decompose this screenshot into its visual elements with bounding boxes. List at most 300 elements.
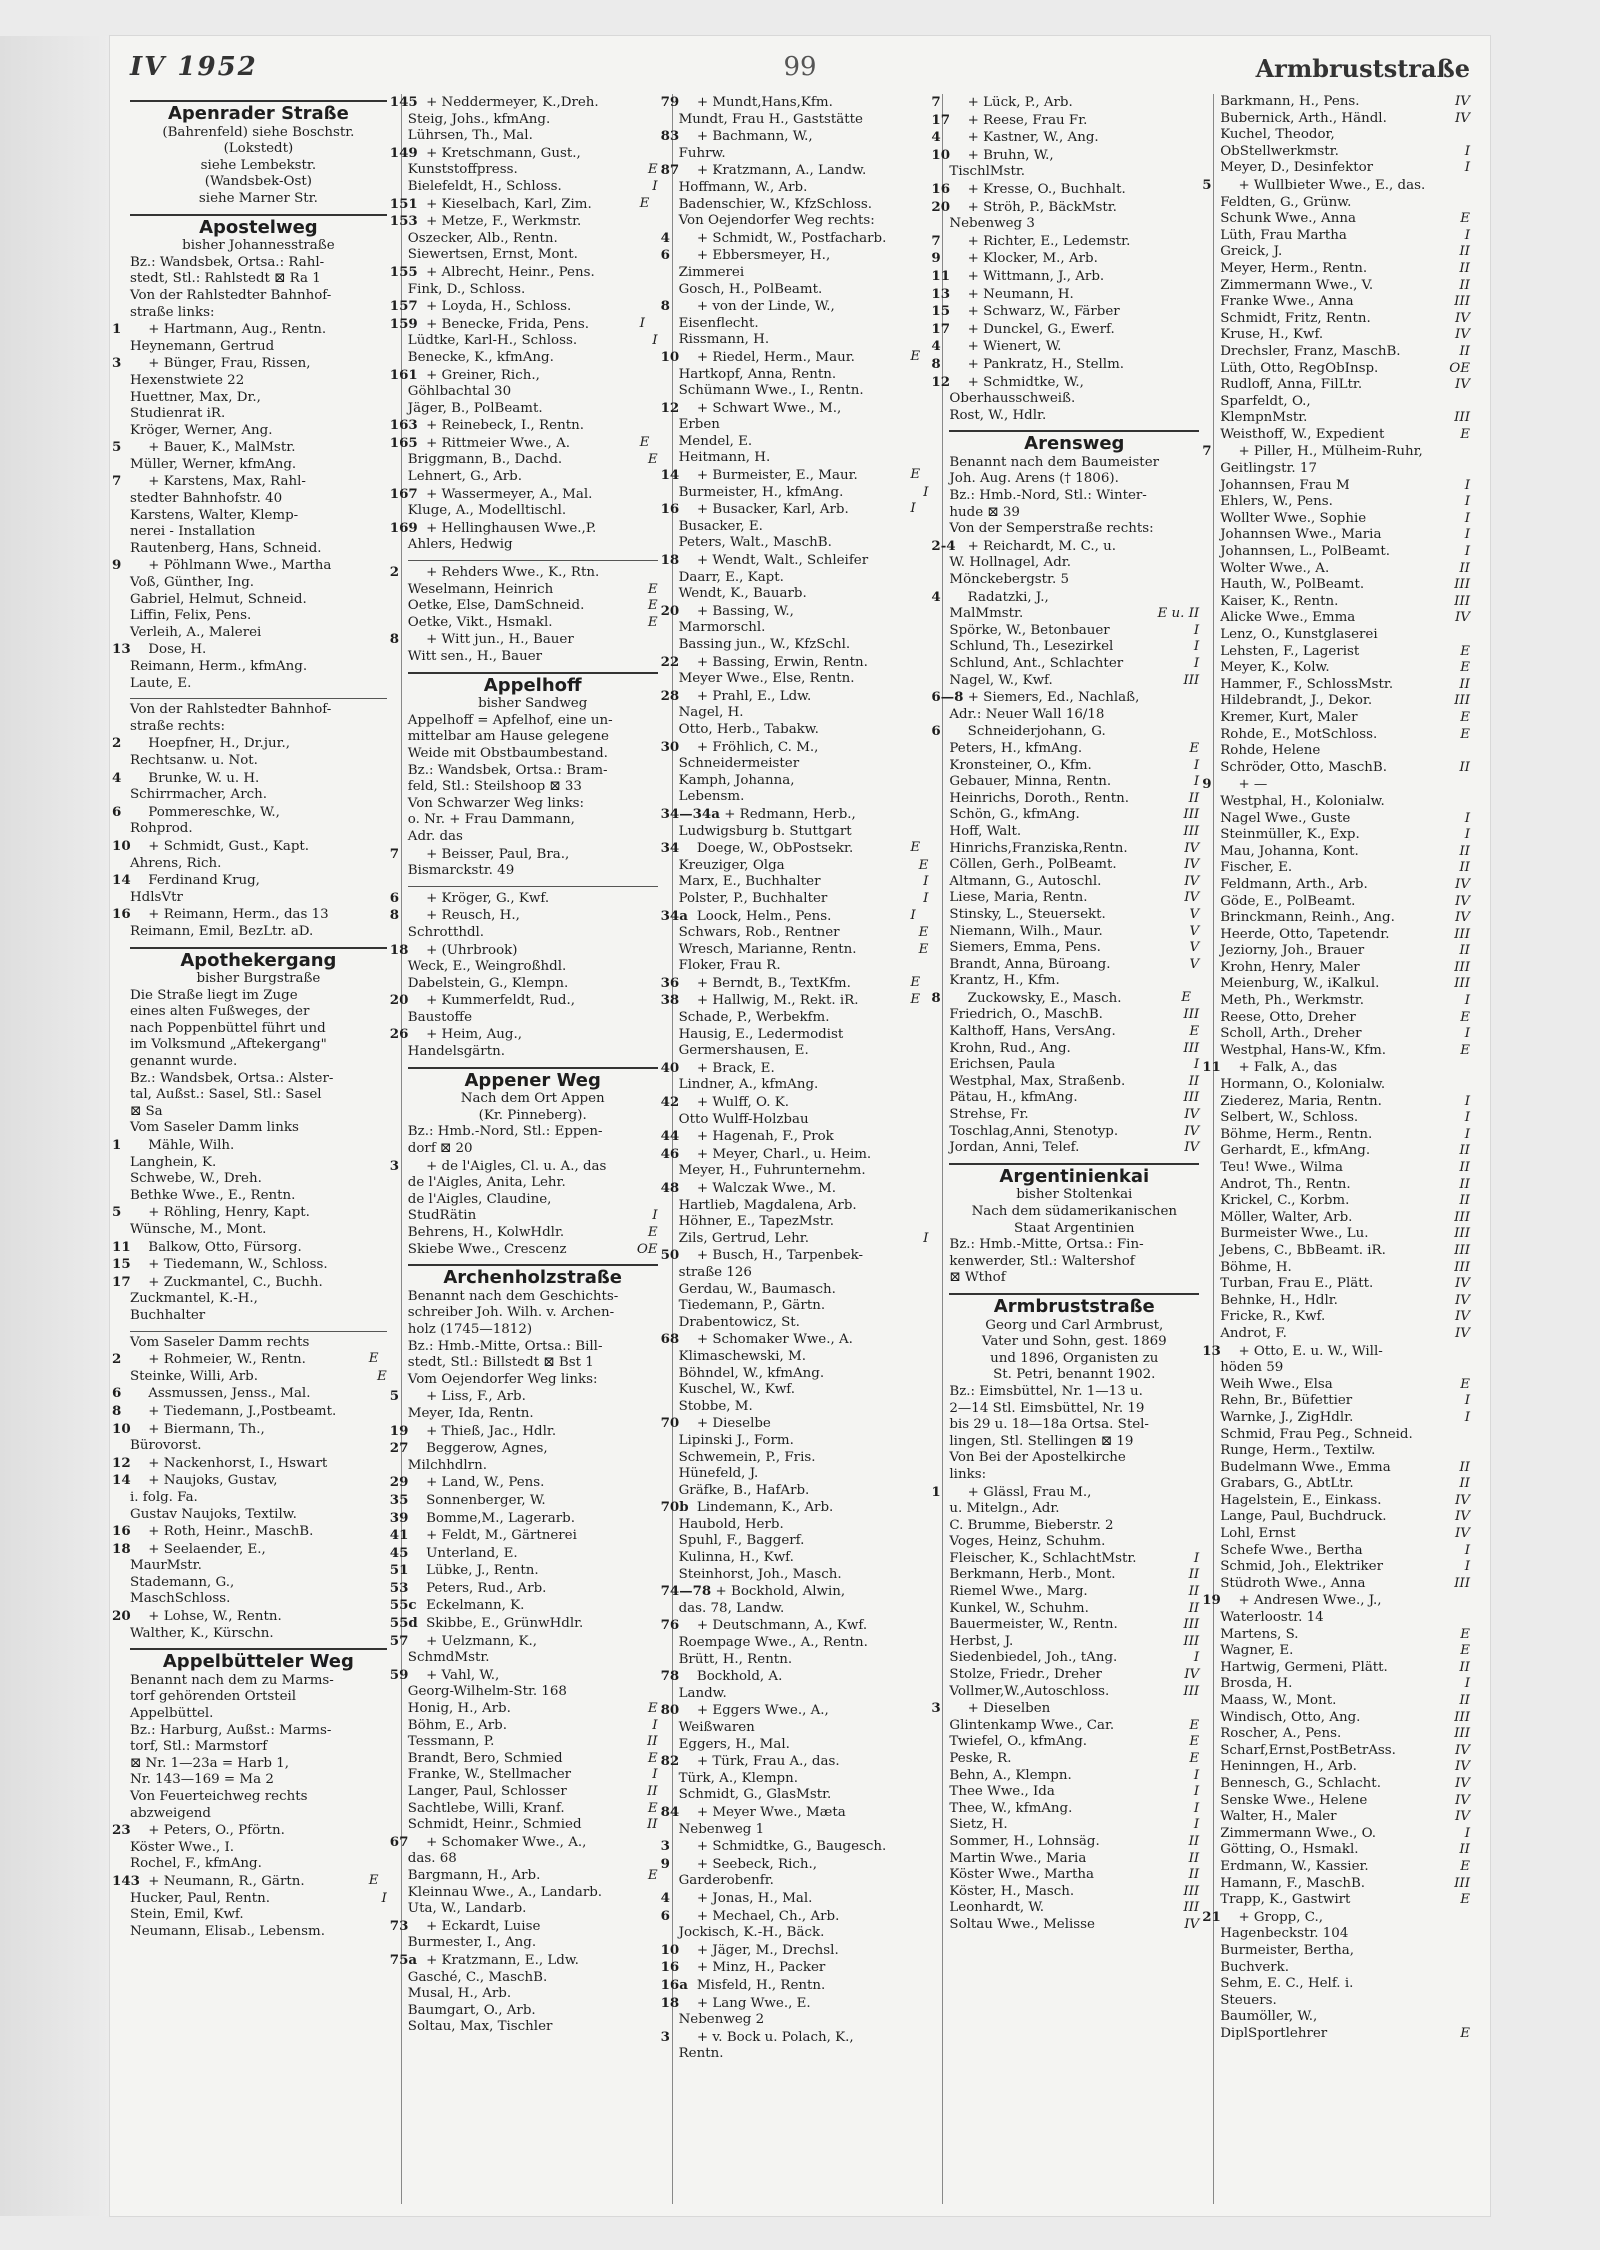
house-number: 10 <box>660 348 680 365</box>
resident-line <box>130 1490 387 1507</box>
entry-text: Kreuziger, Olga <box>678 857 785 873</box>
street-note: Staat Argentinien <box>1014 1220 1135 1236</box>
house-number: 38 <box>660 992 680 1009</box>
resident-line <box>949 1917 1199 1934</box>
house-number: 10 <box>112 837 131 854</box>
house-entry <box>389 941 658 960</box>
entry-text: Brandt, Anna, Büroang. <box>949 956 1111 972</box>
entry-text: Benannt nach dem zu Marms- <box>130 1672 334 1688</box>
floor-marker: E <box>1460 1042 1470 1058</box>
house-entry <box>1202 1908 1470 1927</box>
resident-line <box>408 1322 658 1339</box>
resident-line <box>408 1208 658 1225</box>
entry-text: u. Mitelgn., Adr. <box>949 1501 1060 1517</box>
house-number: 51 <box>389 1562 409 1579</box>
resident-line <box>1220 1043 1470 1060</box>
floor-marker: IV <box>1455 1809 1470 1825</box>
floor-marker: II <box>1188 1833 1200 1849</box>
resident-line <box>408 1372 658 1389</box>
resident-line <box>1220 1543 1470 1560</box>
entry-text: Fleischer, K., SchlachtMstr. <box>949 1550 1137 1566</box>
resident-line <box>1220 394 1470 411</box>
floor-marker: II <box>1188 1584 1200 1600</box>
house-entry <box>112 1204 387 1222</box>
resident-line <box>130 1772 387 1789</box>
resident-line <box>679 671 929 688</box>
entry-text: Hamann, F., MaschB. <box>1220 1875 1366 1891</box>
house-number: 15 <box>112 1256 131 1273</box>
entry-text: Walther, K., Kürschn. <box>130 1625 274 1641</box>
resident-line <box>130 1891 387 1908</box>
entry-text: Nebenweg 3 <box>949 216 1035 232</box>
resident-line <box>130 1438 387 1455</box>
resident-line <box>679 1787 929 1804</box>
entry-text: Schümann Wwe., I., Rentn. <box>678 383 864 399</box>
resident-line <box>1220 993 1470 1010</box>
floor-marker: E <box>1460 211 1470 227</box>
entry-text: + Wassermeyer, A., Mal. <box>426 486 593 502</box>
entry-text: Martens, S. <box>1220 1626 1299 1642</box>
floor-marker: II <box>1459 1143 1470 1159</box>
entry-text: Lange, Paul, Buchdruck. <box>1220 1509 1387 1525</box>
entry-text: Neumann, Elisab., Lebensm. <box>130 1923 326 1939</box>
floor-marker: III <box>1454 693 1470 709</box>
entry-text: Baumgart, O., Arb. <box>407 2002 536 2018</box>
house-entry <box>660 552 929 570</box>
entry-text: Roscher, A., Pens. <box>1220 1726 1342 1742</box>
entry-text: + Neddermeyer, K.,Dreh. <box>426 95 599 110</box>
entry-text: MaurMstr. <box>130 1558 202 1574</box>
resident-line <box>130 305 387 322</box>
house-number: 6 <box>931 723 941 740</box>
resident-line <box>679 1925 929 1942</box>
house-entry <box>389 1597 658 1615</box>
house-entry <box>112 641 387 659</box>
entry-text: Nebenweg 2 <box>678 2012 765 2028</box>
resident-line <box>679 146 929 163</box>
resident-line <box>1220 943 1470 960</box>
entry-text: Mau, Johanna, Kont. <box>1220 843 1359 859</box>
resident-line <box>1220 710 1470 727</box>
entry-text: + Bauer, K., MalMstr. <box>148 440 296 456</box>
floor-marker: IV <box>1455 310 1470 326</box>
resident-line <box>949 1254 1199 1271</box>
resident-line <box>949 1401 1199 1418</box>
house-number: 8 <box>931 355 941 372</box>
resident-line <box>130 1856 387 1873</box>
resident-line <box>1220 211 1470 228</box>
entry-text: + Dieselbe <box>696 1416 771 1432</box>
entry-text: + Röhling, Henry, Kapt. <box>148 1205 310 1221</box>
house-number: 9 <box>1202 776 1212 793</box>
resident-line <box>949 957 1199 974</box>
resident-line <box>679 282 929 299</box>
resident-line <box>1220 827 1470 844</box>
entry-text: + Hagenah, F., Prok <box>696 1129 834 1145</box>
resident-line <box>1220 1226 1470 1243</box>
resident-line <box>408 503 658 520</box>
entry-text: Wollter Wwe., Sophie <box>1220 510 1367 526</box>
resident-line <box>1220 743 1470 760</box>
resident-line <box>408 779 658 796</box>
entry-text: Liffin, Felix, Pens. <box>130 608 252 624</box>
house-entry <box>660 1094 929 1112</box>
house-number: 12 <box>112 1454 131 1471</box>
house-number: 15 <box>931 303 951 320</box>
resident-line <box>408 615 658 632</box>
house-entry <box>112 1256 387 1274</box>
house-entry <box>660 399 929 418</box>
resident-line <box>408 1801 658 1818</box>
floor-marker: IV <box>1455 1509 1470 1525</box>
house-entry <box>660 738 929 757</box>
entry-text: Dabelstein, G., Klempn. <box>407 975 569 991</box>
resident-line <box>949 874 1199 891</box>
house-number: 163 <box>389 417 418 434</box>
entry-text: Baumöller, W., <box>1220 2009 1318 2025</box>
floor-marker: I <box>1464 1110 1470 1126</box>
resident-line <box>1220 1110 1470 1127</box>
entry-text: Brosda, H. <box>1220 1676 1293 1692</box>
resident-line <box>1220 1676 1470 1693</box>
entry-text: + Hartmann, Aug., Rentn. <box>148 322 327 338</box>
entry-text: Nagel, W., Kwf. <box>949 672 1053 688</box>
resident-line <box>408 537 658 554</box>
house-entry <box>389 1615 658 1633</box>
house-entry <box>660 94 929 112</box>
house-entry <box>660 1702 929 1720</box>
resident-line <box>679 1198 929 1215</box>
entry-text: Stobbe, M. <box>678 1398 753 1414</box>
floor-marker: E <box>647 162 658 178</box>
resident-line <box>130 1222 387 1239</box>
entry-text: Siedenbiedel, Joh., tAng. <box>949 1650 1118 1666</box>
resident-line <box>1220 1809 1470 1826</box>
entry-text: + Land, W., Pens. <box>426 1475 545 1491</box>
section-divider <box>130 698 387 699</box>
entry-text: Scholl, Arth., Dreher <box>1220 1026 1362 1042</box>
floor-marker: I <box>1464 477 1470 493</box>
floor-marker: III <box>1454 1875 1470 1891</box>
resident-line <box>1220 261 1470 278</box>
entry-text: Von Feuerteichweg rechts <box>130 1789 308 1804</box>
entry-text: Herbst, J. <box>949 1633 1014 1649</box>
entry-text: Zuckmantel, K.-H., <box>130 1291 258 1307</box>
entry-text: Barkmann, H., Pens. <box>1220 94 1360 109</box>
resident-line <box>679 1231 929 1248</box>
entry-text: Toschlag,Anni, Stenotyp. <box>949 1123 1119 1139</box>
house-number: 6 <box>389 889 400 906</box>
entry-text: Hagelstein, E., Einkass. <box>1220 1492 1382 1508</box>
house-entry <box>112 439 387 457</box>
resident-line <box>408 713 658 730</box>
resident-line <box>130 288 387 305</box>
entry-text: Johannsen Wwe., Maria <box>1220 527 1382 543</box>
house-number: 14 <box>112 872 131 889</box>
entry-text: + Riedel, Herm., Maur. <box>696 349 855 365</box>
resident-line <box>949 1090 1199 1107</box>
house-entry <box>389 417 658 435</box>
floor-marker: II <box>1459 1160 1470 1175</box>
resident-line <box>949 471 1199 488</box>
entry-text: Von Schwarzer Weg links: <box>407 795 585 811</box>
entry-text: + Schmidtke, W., <box>967 374 1084 390</box>
house-entry <box>660 1994 929 2013</box>
entry-text: Walter, H., Maler <box>1220 1809 1337 1825</box>
resident-line <box>408 1901 658 1918</box>
resident-line <box>1220 1094 1470 1111</box>
floor-marker: IV <box>1455 110 1470 126</box>
street-heading: Appelbütteler Weg <box>130 1648 387 1671</box>
floor-marker: II <box>1459 1659 1470 1675</box>
entry-text: Maass, W., Mont. <box>1220 1693 1337 1708</box>
house-entry: E 10 + Riedel, Herm., Maur. <box>660 348 921 365</box>
entry-text: C. Brumme, Bieberstr. 2 <box>949 1517 1114 1533</box>
entry-text: Busacker, E. <box>678 518 763 534</box>
street-note: und 1896, Organisten zu <box>990 1350 1159 1366</box>
entry-text: Adr.: Neuer Wall 16/18 <box>949 706 1105 722</box>
house-entry <box>112 1822 387 1840</box>
entry-text: Floker, Frau R. <box>678 958 781 974</box>
floor-marker: E <box>918 925 929 941</box>
house-number: 1 <box>931 1483 941 1500</box>
resident-line <box>949 455 1199 472</box>
entry-text: Schirrmacher, Arch. <box>130 787 268 803</box>
entry-text: + Fröhlich, C. M., <box>696 739 819 755</box>
entry-text: Milchhdlrn. <box>407 1457 487 1473</box>
entry-text: + Seebeck, Rich., <box>696 1856 817 1872</box>
house-number: 151 <box>389 195 418 212</box>
house-entry <box>389 144 658 163</box>
house-entry <box>660 1941 929 1960</box>
entry-text: Martin Wwe., Maria <box>949 1850 1087 1866</box>
entry-text: Meyer, H., Fuhrunternehm. <box>678 1163 866 1179</box>
resident-line <box>1220 1509 1470 1526</box>
street-former-name: bisher Sandweg <box>478 696 588 712</box>
entry-text: Grabars, G., AbtLtr. <box>1220 1476 1354 1492</box>
resident-line <box>1220 1876 1470 1893</box>
floor-marker: E <box>1460 1376 1470 1392</box>
floor-marker: I <box>1464 827 1470 843</box>
entry-text: Brandt, Bero, Schmied <box>407 1750 563 1766</box>
entry-text: + Karstens, Max, Rahl- <box>148 474 306 490</box>
house-number: 27 <box>389 1440 409 1457</box>
resident-line <box>130 1575 387 1592</box>
house-number: 55c <box>389 1597 417 1614</box>
entry-text: Türk, A., Klempn. <box>678 1770 798 1786</box>
entry-text: Brütt, H., Rentn. <box>678 1651 793 1667</box>
resident-line <box>130 524 387 541</box>
house-entry <box>112 837 387 856</box>
entry-text: + Schwart Wwe., M., <box>696 400 842 416</box>
house-entry <box>112 803 387 822</box>
resident-line <box>1220 1260 1470 1277</box>
entry-text: Müller, Werner, kfmAng. <box>130 456 297 472</box>
house-number: 87 <box>660 162 680 179</box>
resident-line <box>1220 461 1470 478</box>
resident-line <box>679 1265 929 1282</box>
resident-line <box>679 1635 929 1652</box>
entry-text: Ahrens, Rich. <box>130 855 222 871</box>
resident-line <box>679 1433 929 1450</box>
entry-text: Hammer, F., SchlossMstr. <box>1220 676 1394 692</box>
entry-text: Otto Wulff-Holzbau <box>678 1111 809 1127</box>
entry-text: + Schmidt, W., Postfacharb. <box>696 230 887 246</box>
resident-line <box>1220 2009 1470 2026</box>
house-entry <box>1202 1059 1470 1077</box>
house-entry <box>389 1440 658 1458</box>
entry-text: Hoff, Walt. <box>949 823 1022 839</box>
resident-line <box>408 1970 658 1987</box>
house-number: 70 <box>660 1415 680 1432</box>
entry-text: Eisenflecht. <box>678 315 759 331</box>
entry-text: + Dunckel, G., Ewerf. <box>967 321 1115 337</box>
resident-line <box>679 705 929 722</box>
entry-text: + Deutschmann, A., Kwf. <box>696 1618 868 1634</box>
house-number: 83 <box>660 128 680 145</box>
entry-text: Senske Wwe., Helene <box>1220 1792 1368 1808</box>
floor-marker: I <box>652 1208 658 1224</box>
street-note: St. Petri, benannt 1902. <box>993 1367 1156 1383</box>
entry-text: HdlsVtr <box>130 889 183 905</box>
house-number: 20 <box>112 1608 131 1625</box>
house-entry <box>660 2028 929 2047</box>
entry-text: + Wullbieter Wwe., E., das. <box>1238 177 1426 193</box>
entry-text: + Busacker, Karl, Arb. <box>696 502 849 518</box>
entry-text: Wünsche, M., Mont. <box>130 1222 267 1237</box>
entry-text: Bismarckstr. 49 <box>407 863 515 879</box>
entry-text: + Bockhold, Alwin, <box>715 1584 846 1600</box>
street-heading: Archenholzstraße <box>408 1264 658 1287</box>
house-number: 155 <box>389 263 418 280</box>
house-number: 59 <box>389 1666 409 1683</box>
entry-text: Stolze, Friedr., Dreher <box>949 1667 1102 1683</box>
entry-text: Die Straße liegt im Zuge <box>130 987 298 1003</box>
resident-line <box>1220 1309 1470 1326</box>
resident-line <box>1220 127 1470 144</box>
entry-text: Peters, Rud., Arb. <box>426 1580 547 1596</box>
entry-text: + Beisser, Paul, Bra., <box>426 846 570 862</box>
house-number: 6 <box>112 1385 122 1402</box>
entry-text: Vom Saseler Damm links <box>130 1120 299 1136</box>
entry-text: Karstens, Walter, Klemp- <box>130 507 299 523</box>
column-1 <box>112 94 387 2204</box>
house-entry <box>389 1474 658 1492</box>
entry-text: Rautenberg, Hans, Schneid. <box>130 540 322 556</box>
floor-marker: III <box>1183 1090 1200 1106</box>
entry-text: Zimmermann Wwe., V. <box>1220 277 1374 293</box>
resident-line <box>949 857 1199 874</box>
floor-marker: I <box>1464 1559 1470 1575</box>
resident-line <box>1220 1243 1470 1260</box>
house-entry <box>389 1833 658 1852</box>
street-note: (Lokstedt) <box>223 141 294 157</box>
resident-line <box>949 1074 1199 1091</box>
entry-text: Baustoffe <box>407 1009 472 1025</box>
house-entry <box>389 992 658 1010</box>
entry-text: Bz.: Hmb.-Nord, Stl.: Winter- <box>949 488 1147 504</box>
entry-text: Georg-Wilhelm-Str. 168 <box>407 1684 567 1700</box>
house-number: 45 <box>389 1544 409 1561</box>
entry-text: Böhme, Herm., Rentn. <box>1220 1126 1373 1142</box>
entry-text: + Kröger, G., Kwf. <box>426 890 550 906</box>
street-heading: Appelhoff <box>408 672 658 695</box>
floor-marker: I <box>1464 1409 1470 1425</box>
entry-text: + Dieselben <box>967 1701 1051 1717</box>
resident-line <box>1220 594 1470 611</box>
entry-text: Gerdau, W., Baumasch. <box>678 1281 836 1297</box>
house-entry <box>660 1838 929 1856</box>
house-entry <box>389 366 658 385</box>
resident-line <box>130 1004 387 1021</box>
resident-line <box>679 925 929 942</box>
entry-text: Bubernick, Arth., Händl. <box>1220 110 1387 126</box>
house-entry <box>389 1562 658 1580</box>
entry-text: lingen, Stl. Stellingen ⊠ 19 <box>949 1433 1134 1449</box>
house-number: 26 <box>389 1026 409 1043</box>
resident-line <box>1220 627 1470 644</box>
resident-line <box>679 824 929 841</box>
entry-text: Budelmann Wwe., Emma <box>1220 1459 1391 1475</box>
house-number: 5 <box>112 1204 122 1221</box>
entry-text: Zimmerei <box>678 264 745 280</box>
entry-text: Fuhrw. <box>678 145 726 161</box>
floor-marker: I <box>1464 1093 1470 1109</box>
section-divider <box>408 560 658 561</box>
entry-text: nerei - Installation <box>130 524 256 540</box>
resident-line <box>408 1868 658 1885</box>
entry-text: Schunk Wwe., Anna <box>1220 211 1356 227</box>
entry-text: Nebenweg 1 <box>678 1821 765 1837</box>
entry-text: Runge, Herm., Textilw. <box>1220 1443 1376 1459</box>
house-entry <box>112 1385 387 1403</box>
entry-text: Reese, Otto, Dreher <box>1220 1009 1356 1025</box>
house-entry <box>389 1491 658 1510</box>
house-entry <box>389 1422 658 1441</box>
entry-text: Lindemann, K., Arb. <box>696 1500 834 1516</box>
entry-text: + Seelaender, E., <box>148 1541 266 1557</box>
entry-text: Radatzki, J., <box>967 589 1049 605</box>
resident-line <box>408 649 658 666</box>
resident-line <box>1220 877 1470 894</box>
resident-line <box>1220 1160 1470 1177</box>
entry-text: Steuers. <box>1220 1992 1277 2008</box>
resident-line <box>949 1650 1199 1667</box>
house-entry <box>389 1917 658 1936</box>
entry-text: Wresch, Marianne, Rentn. <box>678 941 857 957</box>
entry-text: + Schomaker Wwe., A. <box>696 1332 853 1348</box>
house-number: 3 <box>660 1838 670 1855</box>
resident-line <box>949 1867 1199 1884</box>
entry-text: Tessmann, P. <box>407 1734 495 1750</box>
entry-text: Bauermeister, W., Rentn. <box>949 1617 1118 1633</box>
resident-line <box>130 1335 387 1352</box>
entry-text: höden 59 <box>1220 1360 1284 1376</box>
floor-marker: I <box>652 1717 658 1733</box>
house-entry <box>660 1247 929 1265</box>
entry-text: Bz.: Harburg, Außst.: Marms- <box>130 1722 332 1738</box>
floor-marker: IV <box>1184 857 1200 873</box>
floor-marker: E <box>647 581 658 597</box>
house-number: 159 <box>389 315 418 332</box>
entry-text: Jeziorny, Joh., Brauer <box>1220 943 1365 959</box>
house-entry <box>112 1273 387 1292</box>
entry-text: Weißwaren <box>678 1720 755 1735</box>
house-number: 13 <box>931 285 951 302</box>
resident-line <box>949 1634 1199 1651</box>
resident-line <box>1220 644 1470 661</box>
house-number: 7 <box>1202 443 1212 460</box>
